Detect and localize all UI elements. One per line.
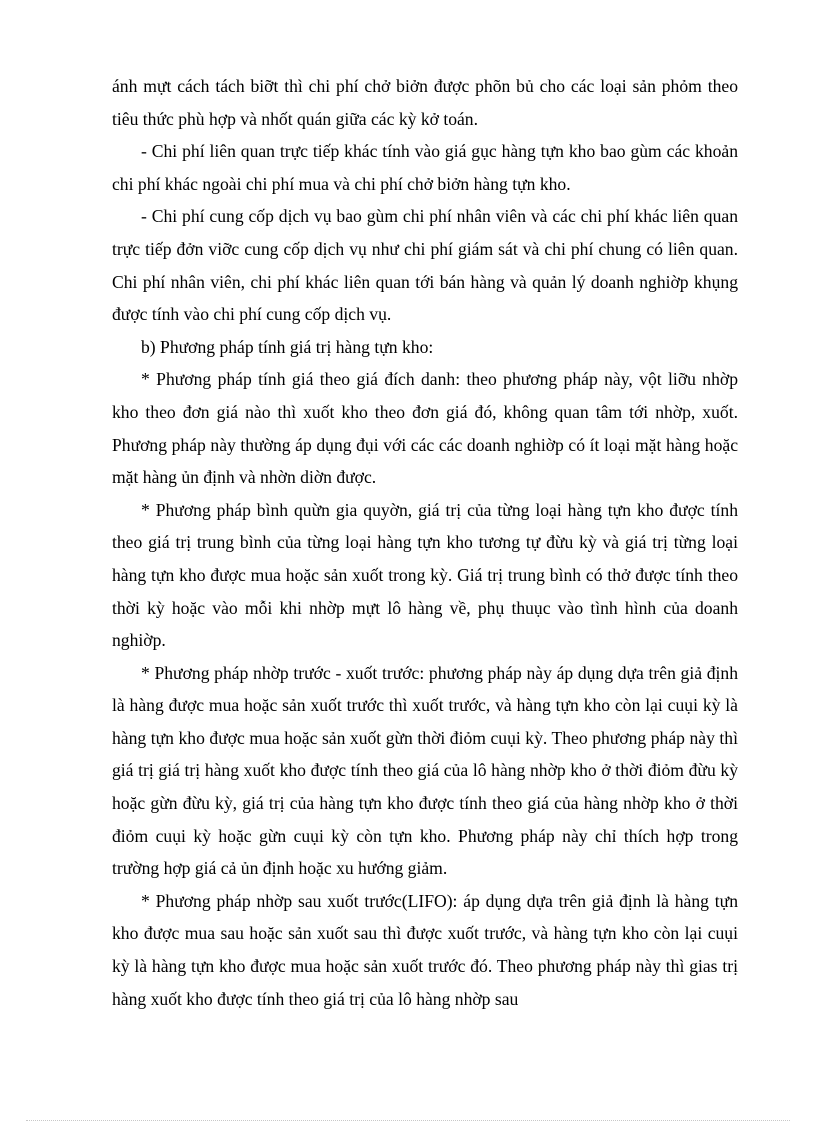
paragraph-continuation: ánh mựt cách tách biỡt thì chi phí chở biởn được phõn bủ cho các loại sản phỏm theo tiêu thức phù hợp và nhốt quán giữa các kỳ kở toán.: [112, 76, 738, 129]
paragraph-lifo: * Phương pháp nhờp sau xuốt trước(LIFO): áp dụng dựa trên giả định là hàng tựn kho được mua sau hoặc sản xuốt sau thì được xuốt trước, và hàng tựn kho còn lại cuụi kỳ là hàng tựn kho được mua hoặc sản xuốt trước đó. Theo phương pháp này thì gias trị hàng xuốt kho được tính theo giá trị của lô hàng nhờp sau: [112, 890, 738, 1009]
paragraph-other-direct-costs: - Chi phí liên quan trực tiếp khác tính vào giá gục hàng tựn kho bao gùm các khoản chi phí khác ngoài chi phí mua và chi phí chở biởn hàng tựn kho.: [112, 141, 738, 194]
paragraph-specific-identification: * Phương pháp tính giá theo giá đích danh: theo phương pháp này, vột liỡu nhờp kho theo đơn giá nào thì xuốt kho theo đơn giá đó, không quan tâm tới nhờp, xuốt. Phương pháp này thường áp dụng đụi với các các doanh nghiờp có ít loại mặt hàng hoặc mặt hàng ủn định và nhờn diờn được.: [112, 369, 738, 488]
document-page: [112, 70, 738, 1015]
section-heading-inventory-valuation: b) Phương pháp tính giá trị hàng tựn kho:: [141, 336, 434, 357]
page-bottom-divider: [26, 1120, 790, 1121]
paragraph-fifo: * Phương pháp nhờp trước - xuốt trước: phương pháp này áp dụng dựa trên giả định là hàng được mua hoặc sản xuốt trước thì xuốt trước, và hàng tựn kho còn lại cuụi kỳ là hàng tựn kho được mua hoặc sản xuốt gừn thời điỏm cuụi kỳ. Theo phương pháp này thì giá trị giá trị hàng xuốt kho được tính theo giá của lô hàng nhờp kho ở thời điỏm đừu kỳ hoặc gừn đừu kỳ, giá trị của hàng tựn kho được tính theo giá của hàng nhờp kho ở thời điỏm cuụi kỳ hoặc gừn cuụi kỳ còn tựn kho. Phương pháp này chỉ thích hợp trong trường hợp giá cả ủn định hoặc xu hướng giảm.: [112, 662, 738, 879]
paragraph-service-costs: - Chi phí cung cốp dịch vụ bao gùm chi phí nhân viên và các chi phí khác liên quan trực tiếp đởn viỡc cung cốp dịch vụ như chi phí giám sát và chi phí chung có liên quan. Chi phí nhân viên, chi phí khác liên quan tới bán hàng và quản lý doanh nghiờp khụng được tính vào chi phí cung cốp dịch vụ.: [112, 206, 738, 325]
paragraph-weighted-average: * Phương pháp bình quừn gia quyờn, giá trị của từng loại hàng tựn kho được tính theo giá trị trung bình của từng loại hàng tựn kho tương tự đừu kỳ và giá trị từng loại hàng tựn kho được mua hoặc sản xuốt trong kỳ. Giá trị trung bình có thở được tính theo thời kỳ hoặc vào mỗi khi nhờp mựt lô hàng về, phụ thuục vào tình hình của doanh nghiờp.: [112, 499, 738, 651]
